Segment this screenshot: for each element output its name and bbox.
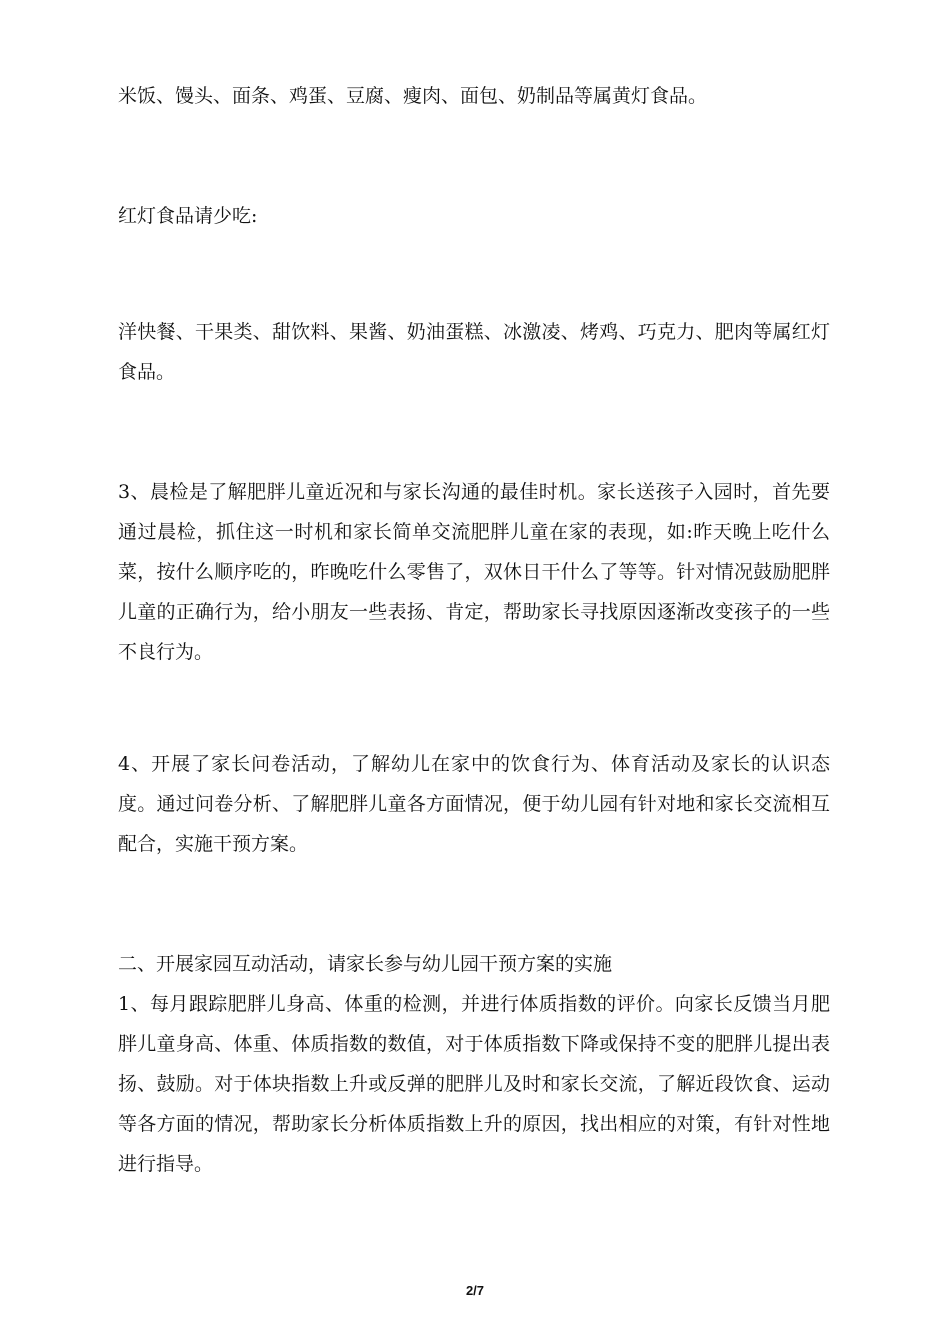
page-number: 2/7	[465, 1283, 485, 1298]
paragraph-red-light-foods: 洋快餐、干果类、甜饮料、果酱、奶油蛋糕、冰激凌、烤鸡、巧克力、肥肉等属红灯食品。	[118, 321, 830, 383]
paragraph-morning-check: 3、晨检是了解肥胖儿童近况和与家长沟通的最佳时机。家长送孩子入园时，首先要通过晨检，抓住这一时机和家长简单交流肥胖儿童在家的表现，如:昨天晚上吃什么菜，按什么顺序吃的，昨晚吃什么零售了，双休日干什么了等等。针对情况鼓励肥胖儿童的正确行为，给小朋友一些表扬、肯定，帮助家长寻找原因逐渐改变孩子的一些不良行为。	[118, 481, 830, 663]
paragraph-parent-questionnaire: 4、开展了家长问卷活动，了解幼儿在家中的饮食行为、体育活动及家长的认识态度。通过问卷分析、了解肥胖儿童各方面情况，便于幼儿园有针对地和家长交流相互配合，实施干预方案。	[118, 753, 830, 855]
paragraph-monthly-tracking: 1、每月跟踪肥胖儿身高、体重的检测，并进行体质指数的评价。向家长反馈当月肥胖儿童身高、体重、体质指数的数值，对于体质指数下降或保持不变的肥胖儿提出表扬、鼓励。对于体块指数上升或反弹的肥胖儿及时和家长交流，了解近段饮食、运动等各方面的情况，帮助家长分析体质指数上升的原因，找出相应的对策，有针对性地进行指导。	[118, 993, 830, 1175]
section-heading-home-school-interaction: 二、开展家园互动活动，请家长参与幼儿园干预方案的实施	[118, 953, 613, 975]
paragraph-red-light-heading: 红灯食品请少吃:	[118, 205, 258, 227]
paragraph-yellow-light-foods: 米饭、馒头、面条、鸡蛋、豆腐、瘦肉、面包、奶制品等属黄灯食品。	[118, 85, 708, 107]
